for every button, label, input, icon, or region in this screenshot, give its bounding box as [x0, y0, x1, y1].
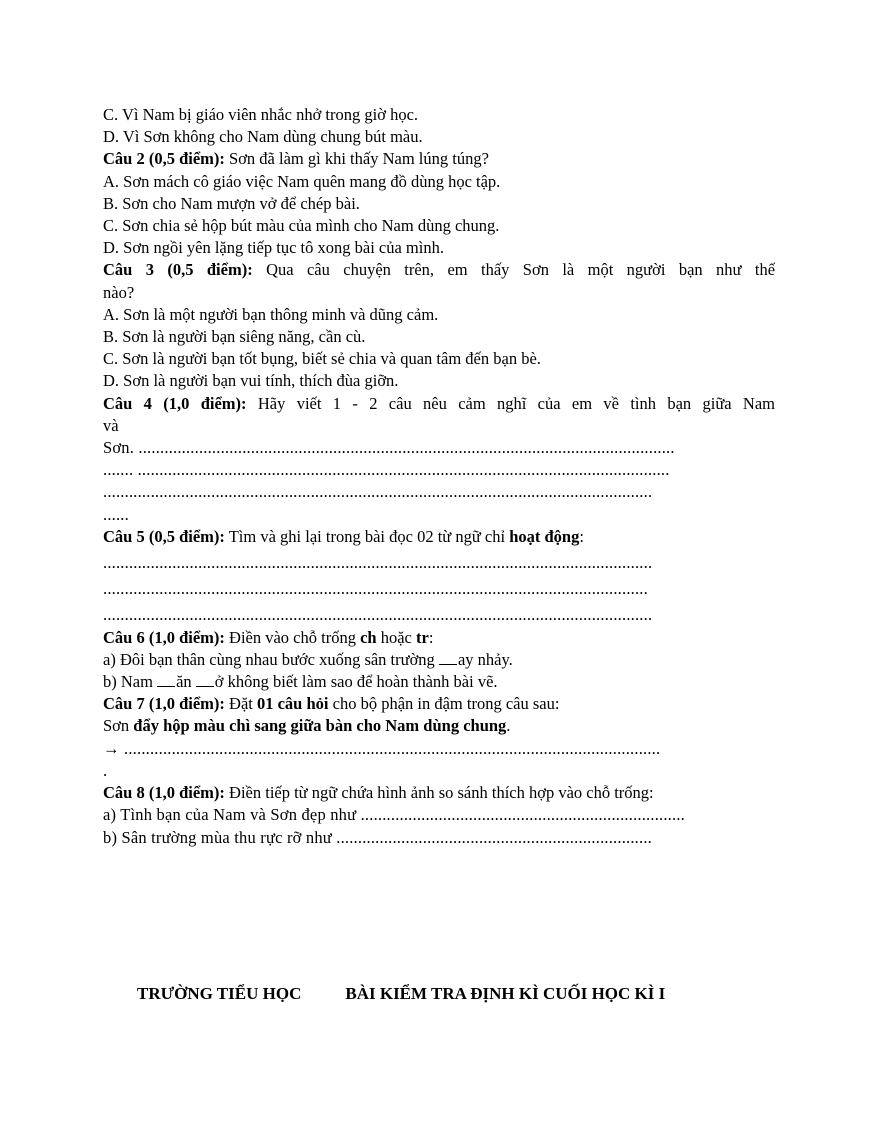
q2-option-b: B. Sơn cho Nam mượn vở để chép bài. [103, 193, 360, 213]
q5-answer-line-2[interactable]: .............................................................................................................................. [103, 579, 648, 599]
q5-text: Tìm và ghi lại trong bài đọc 02 từ ngữ chỉ [224, 526, 510, 546]
q8-label: Câu 8 (1,0 điểm): [103, 783, 225, 803]
q1-option-d: D. Vì Sơn không cho Nam dùng chung bút màu. [103, 127, 423, 147]
q5-bold-word: hoạt động [509, 526, 580, 546]
q6-a-before: a) Đôi bạn thân cùng nhau bước xuống sân trường [103, 649, 439, 669]
q8-heading [103, 782, 775, 804]
q6-b-blank-2[interactable] [196, 672, 214, 687]
q6-item-a [103, 649, 775, 671]
q3-option-b: B. Sơn là người bạn siêng năng, cần cù. [103, 327, 366, 347]
exam-footer-header [137, 984, 665, 1004]
q6-option-tr: tr [416, 627, 429, 647]
q4-label: Câu 4 (1,0 điểm): [103, 393, 247, 413]
exam-title: BÀI KIỂM TRA ĐỊNH KÌ CUỐI HỌC KÌ I [345, 984, 666, 1003]
q7-text-2: cho bộ phận in đậm trong câu sau: [328, 694, 560, 714]
q8-item-a[interactable]: a) Tình bạn của Nam và Sơn đẹp như ........................................................................... [103, 805, 685, 825]
q7-text: Đặt [224, 694, 257, 714]
q7-answer-tail: . [103, 760, 108, 780]
q4-answer-line-1[interactable]: Sơn. ............................................................................................................................ [103, 438, 675, 458]
q6-label: Câu 6 (1,0 điểm): [103, 627, 225, 647]
q6-heading [103, 627, 775, 649]
q6-item-b [103, 671, 775, 693]
q3-text-continued: nào? [103, 282, 135, 302]
q4-answer-line-3[interactable]: ............................................................................................................................... [103, 482, 653, 502]
q4-answer-line-4[interactable]: ...... [103, 504, 129, 524]
q6-mid: hoặc [376, 627, 416, 647]
q7-answer-line[interactable]: → ............................................................................................................................ [103, 738, 661, 758]
q3-option-a: A. Sơn là một người bạn thông minh và dũng cảm. [103, 304, 439, 324]
q7-heading [103, 693, 775, 715]
q6-b-after: ở không biết làm sao để hoàn thành bài vẽ. [214, 672, 498, 692]
q5-tail: : [579, 526, 584, 546]
q7-sentence [103, 715, 775, 737]
q4-answer-line-2[interactable]: ....... ........................................................................................................................... [103, 460, 670, 480]
q6-a-blank[interactable] [439, 650, 457, 665]
q6-b-before: b) Nam [103, 672, 158, 692]
q4-text-continued: và [103, 415, 119, 435]
q4-text: Hãy viết 1 - 2 câu nêu cảm nghĩ của em về tình bạn giữa Nam [246, 393, 775, 413]
q3-option-c: C. Sơn là người bạn tốt bụng, biết sẻ chia và quan tâm đến bạn bè. [103, 349, 541, 369]
q2-option-c: C. Sơn chia sẻ hộp bút màu của mình cho Nam dùng chung. [103, 216, 500, 236]
q2-heading [103, 148, 775, 170]
q2-option-d: D. Sơn ngồi yên lặng tiếp tục tô xong bài của mình. [103, 238, 444, 258]
q5-heading [103, 526, 775, 548]
q7-sentence-start: Sơn [103, 716, 134, 736]
exam-page [103, 104, 775, 849]
q6-a-after: ay nhảy. [457, 649, 513, 669]
q5-answer-line-1[interactable]: ............................................................................................................................... [103, 553, 653, 573]
q5-answer-line-3[interactable]: ............................................................................................................................... [103, 605, 653, 625]
q3-heading [103, 259, 775, 281]
q7-sentence-bold: đẩy hộp màu chì sang giữa bàn cho Nam dùng chung [133, 716, 507, 736]
q6-b-blank-1[interactable] [157, 672, 175, 687]
q2-text: Sơn đã làm gì khi thấy Nam lúng túng? [224, 149, 489, 169]
q7-label: Câu 7 (1,0 điểm): [103, 694, 225, 714]
q6-tail: : [428, 627, 434, 647]
q8-text: Điền tiếp từ ngữ chứa hình ảnh so sánh thích hợp vào chỗ trống: [224, 783, 654, 803]
q2-option-a: A. Sơn mách cô giáo việc Nam quên mang đồ dùng học tập. [103, 171, 501, 191]
q1-option-c: C. Vì Nam bị giáo viên nhắc nhở trong giờ học. [103, 105, 419, 124]
q8-item-b[interactable]: b) Sân trường mùa thu rực rỡ như ......................................................................... [103, 827, 652, 847]
q3-text: Qua câu chuyện trên, em thấy Sơn là một người bạn như thế [252, 260, 775, 280]
q7-sentence-end: . [506, 716, 511, 736]
q6-b-mid: ăn [176, 672, 196, 692]
q2-label: Câu 2 (0,5 điểm): [103, 149, 225, 169]
school-name: TRƯỜNG TIỂU HỌC [137, 984, 302, 1003]
q6-option-ch: ch [360, 627, 377, 647]
q7-bold: 01 câu hỏi [256, 694, 329, 714]
q6-text: Điền vào chỗ trống [224, 627, 361, 647]
q5-label: Câu 5 (0,5 điểm): [103, 526, 225, 546]
q3-label: Câu 3 (0,5 điểm): [103, 260, 253, 280]
q3-option-d: D. Sơn là người bạn vui tính, thích đùa giỡn. [103, 371, 399, 391]
q4-heading [103, 393, 775, 415]
